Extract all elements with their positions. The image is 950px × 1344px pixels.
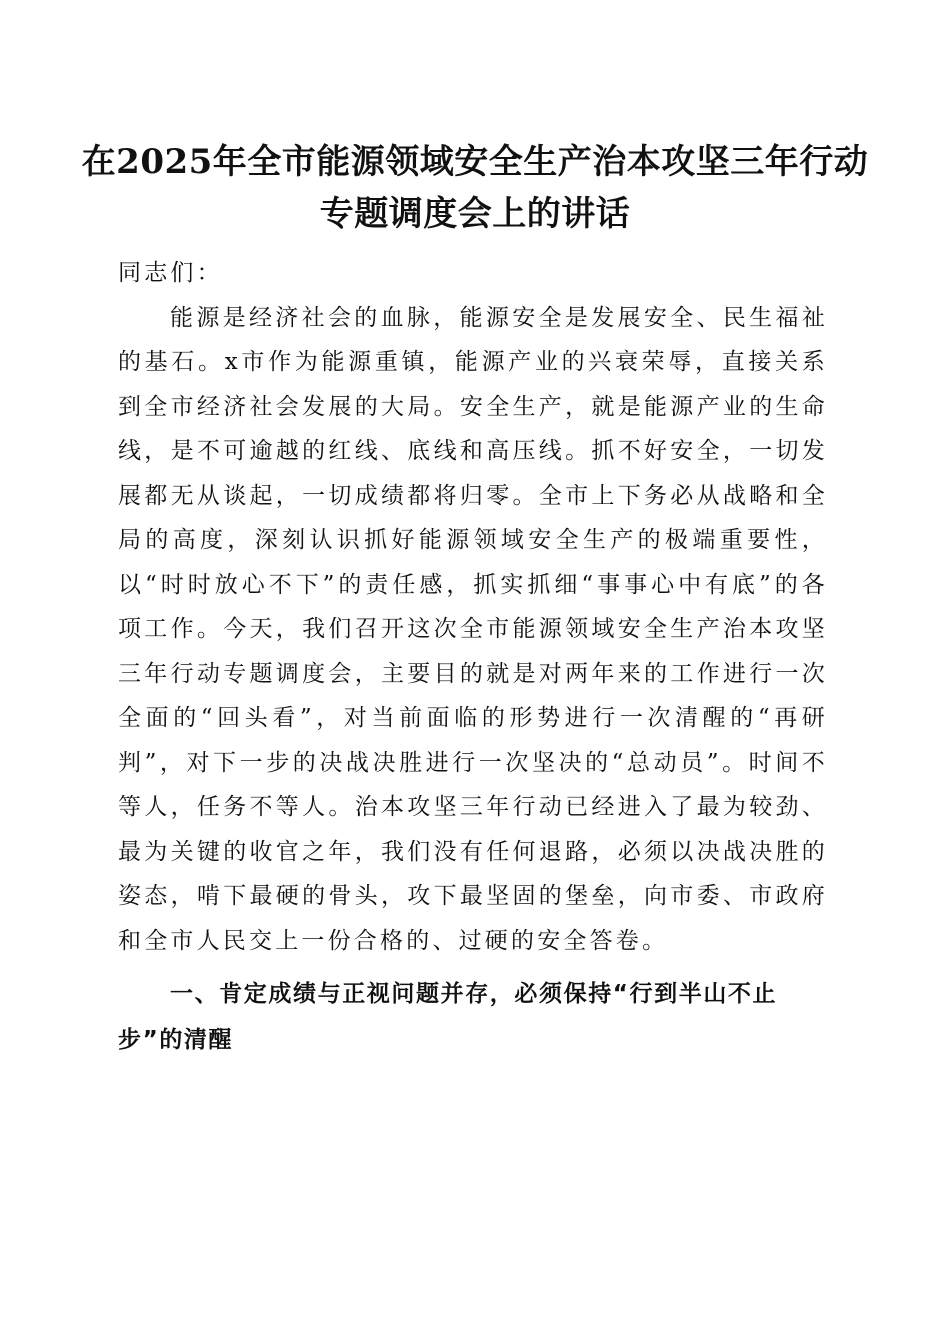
section-heading: 一、肯定成绩与正视问题并存，必须保持“行到半山不止步”的清醒	[118, 981, 778, 1053]
document-title: 在2025年全市能源领域安全生产治本攻坚三年行动专题调度会上的讲话	[81, 142, 869, 234]
salutation: 同志们：	[118, 260, 223, 286]
document-body	[118, 251, 828, 1063]
body-paragraph: 能源是经济社会的血脉，能源安全是发展安全、民生福祉的基石。x市作为能源重镇，能源产业的兴衰荣辱，直接关系到全市经济社会发展的大局。安全生产，就是能源产业的生命线，是不可逾越的红线、底线和高压线。抓不好安全，一切发展都无从谈起，一切成绩都将归零。全市上下务必从战略和全局的高度，深刻认识抓好能源领域安全生产的极端重要性，以“时时放心不下”的责任感，抓实抓细“事事心中有底”的各项工作。今天，我们召开这次全市能源领域安全生产治本攻坚三年行动专题调度会，主要目的就是对两年来的工作进行一次全面的“回头看”，对当前面临的形势进行一次清醒的“再研判”，对下一步的决战决胜进行一次坚决的“总动员”。时间不等人，任务不等人。治本攻坚三年行动已经进入了最为较劲、最为关键的收官之年，我们没有任何退路，必须以决战决胜的姿态，啃下最硬的骨头，攻下最坚固的堡垒，向市委、市政府和全市人民交上一份合格的、过硬的安全答卷。	[118, 304, 828, 954]
